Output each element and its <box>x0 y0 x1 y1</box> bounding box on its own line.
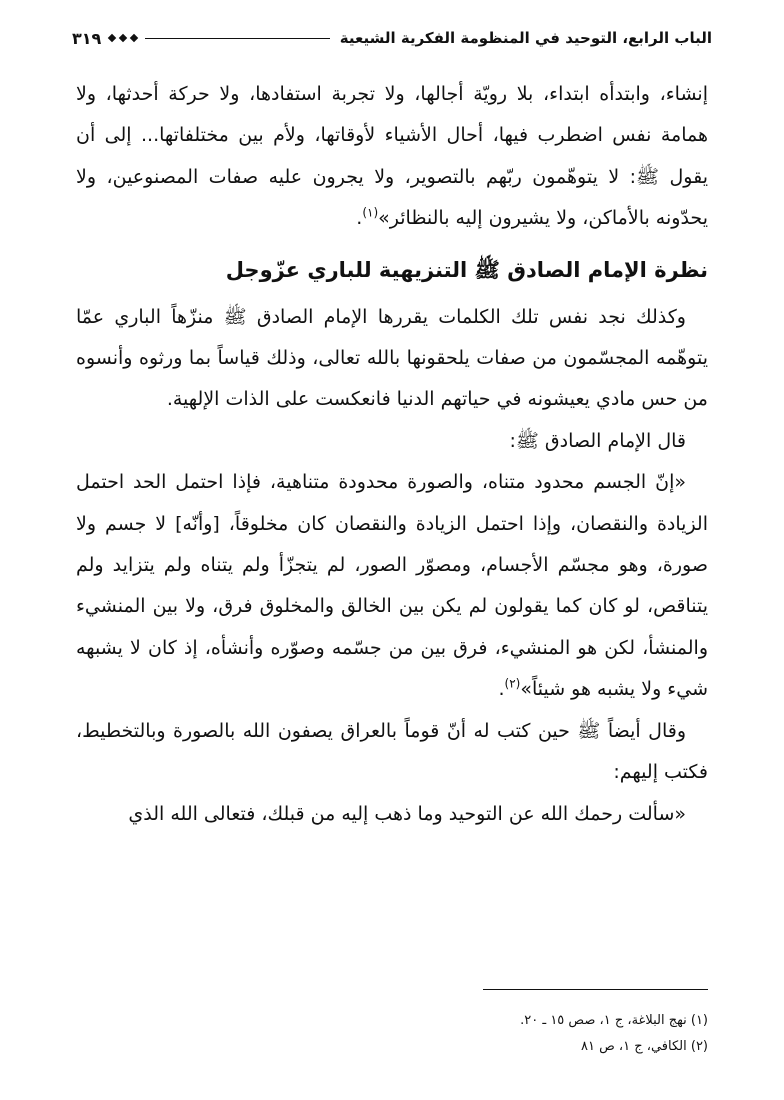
footnote-ref-1: (١) <box>362 205 379 220</box>
diamond-ornament-icon <box>130 34 138 42</box>
body-text <box>76 74 708 835</box>
footnote-rule <box>483 989 708 990</box>
paragraph-1: إنشاء، وابتدأه ابتداء، بلا رويّة أجالها، ولا تجربة استفادها، ولا حركة أحدثها، ولا همامة نفس اضطرب فيها، أحال الأشياء لأوقاتها، ولأم بين مختلفاتها... إلى أن يقول ﷺ: لا يتوهّمون ربّهم بالتصوير، ولا يجرون عليه صفات المصنوعين، ولا يحدّونه بالأماكن، ولا يشيرون إليه بالنظائر»$^{(١)}$. <box>76 83 708 230</box>
section-heading: نظرة الإمام الصادق ﷺ التنزيهية للباري عزّوجل <box>225 257 708 282</box>
diamond-ornament-icon <box>108 34 116 42</box>
header-ornament <box>109 35 137 41</box>
page-number: ٣١٩ <box>72 28 102 48</box>
footnote-1: (١) نهج البلاغة، ج ١، صص ١٥ ـ ٢٠. <box>520 1013 708 1028</box>
footnote-2: (٢) الكافي، ج ١، ص ٨١ <box>580 1039 708 1054</box>
quote-text: «إنّ الجسم محدود متناه، والصورة محدودة متناهية، فإذا احتمل الحد احتمل الزيادة والنقصان، وإذا احتمل الزيادة والنقصان كان مخلوقاً، [وأنّه] لا جسم ولا صورة، وهو مجسّم الأجسام، ومصوّر الصور، لم يتجزّأ ولم يتناه ولم يتزايد ولم يتناقص، لو كان كما يقولون لم يكن بين الخالق والمخلوق فرق، ولا بين المنشيء والمنشأ، لكن هو المنشيء، فرق بين من جسّمه وصوّره وأنشأه، إذ كان لا يشبهه شيء ولا يشبه هو شيئاً» <box>76 471 708 701</box>
paragraph-1-text: إنشاء، وابتدأه ابتداء، بلا رويّة أجالها، ولا تجربة استفادها، ولا حركة أحدثها، ولا همامة نفس اضطرب فيها، أحال الأشياء لأوقاتها، ولأم بين مختلفاتها... إلى أن يقول ﷺ: لا يتوهّمون ربّهم بالتصوير، ولا يجرون عليه صفات المصنوعين، ولا يحدّونه بالأماكن، ولا يشيرون إليه بالنظائر» <box>76 83 708 230</box>
quote-paragraph: «إنّ الجسم محدود متناه، والصورة محدودة متناهية، فإذا احتمل الحد احتمل الزيادة والنقصان، وإذا احتمل الزيادة والنقصان كان مخلوقاً، [وأنّه] لا جسم ولا صورة، وهو مجسّم الأجسام، ومصوّر الصور، لم يتجزّأ ولم يتناه ولم يتزايد ولم يتناقص، لو كان كما يقولون لم يكن بين الخالق والمخلوق فرق، ولا بين المنشيء والمنشأ، لكن هو المنشيء، فرق بين من جسّمه وصوّره وأنشأه، إذ كان لا يشبهه شيء ولا يشبه هو شيئاً»$^{(٢)}$. <box>76 471 708 701</box>
paragraph-2: وكذلك نجد نفس تلك الكلمات يقررها الإمام الصادق ﷺ منزّهاً الباري عمّا يتوهّمه المجسّمون من صفات يلحقونها بالله تعالى، وذلك قياساً بما ورثوه وأنسوه من حس مادي يعيشونه في حياتهم الدنيا فانعكست على الذات الإلهية. <box>76 305 708 411</box>
running-header <box>72 26 712 50</box>
paragraph-5: وقال أيضاً ﷺ حين كتب له أنّ قوماً بالعراق يصفون الله بالصورة وبالتخطيط، فكتب إليهم: <box>76 719 708 784</box>
header-rule <box>145 38 329 39</box>
paragraph-6: «سألت رحمك الله عن التوحيد وما ذهب إليه من قبلك، فتعالى الله الذي <box>128 802 686 825</box>
header-title: الباب الرابع، التوحيد في المنظومة الفكرية الشيعية <box>339 29 712 47</box>
footnotes <box>300 1008 708 1060</box>
paragraph-3: قال الإمام الصادق ﷺ: <box>509 429 686 452</box>
diamond-ornament-icon <box>119 34 127 42</box>
footnote-ref-2: (٢) <box>504 676 521 691</box>
